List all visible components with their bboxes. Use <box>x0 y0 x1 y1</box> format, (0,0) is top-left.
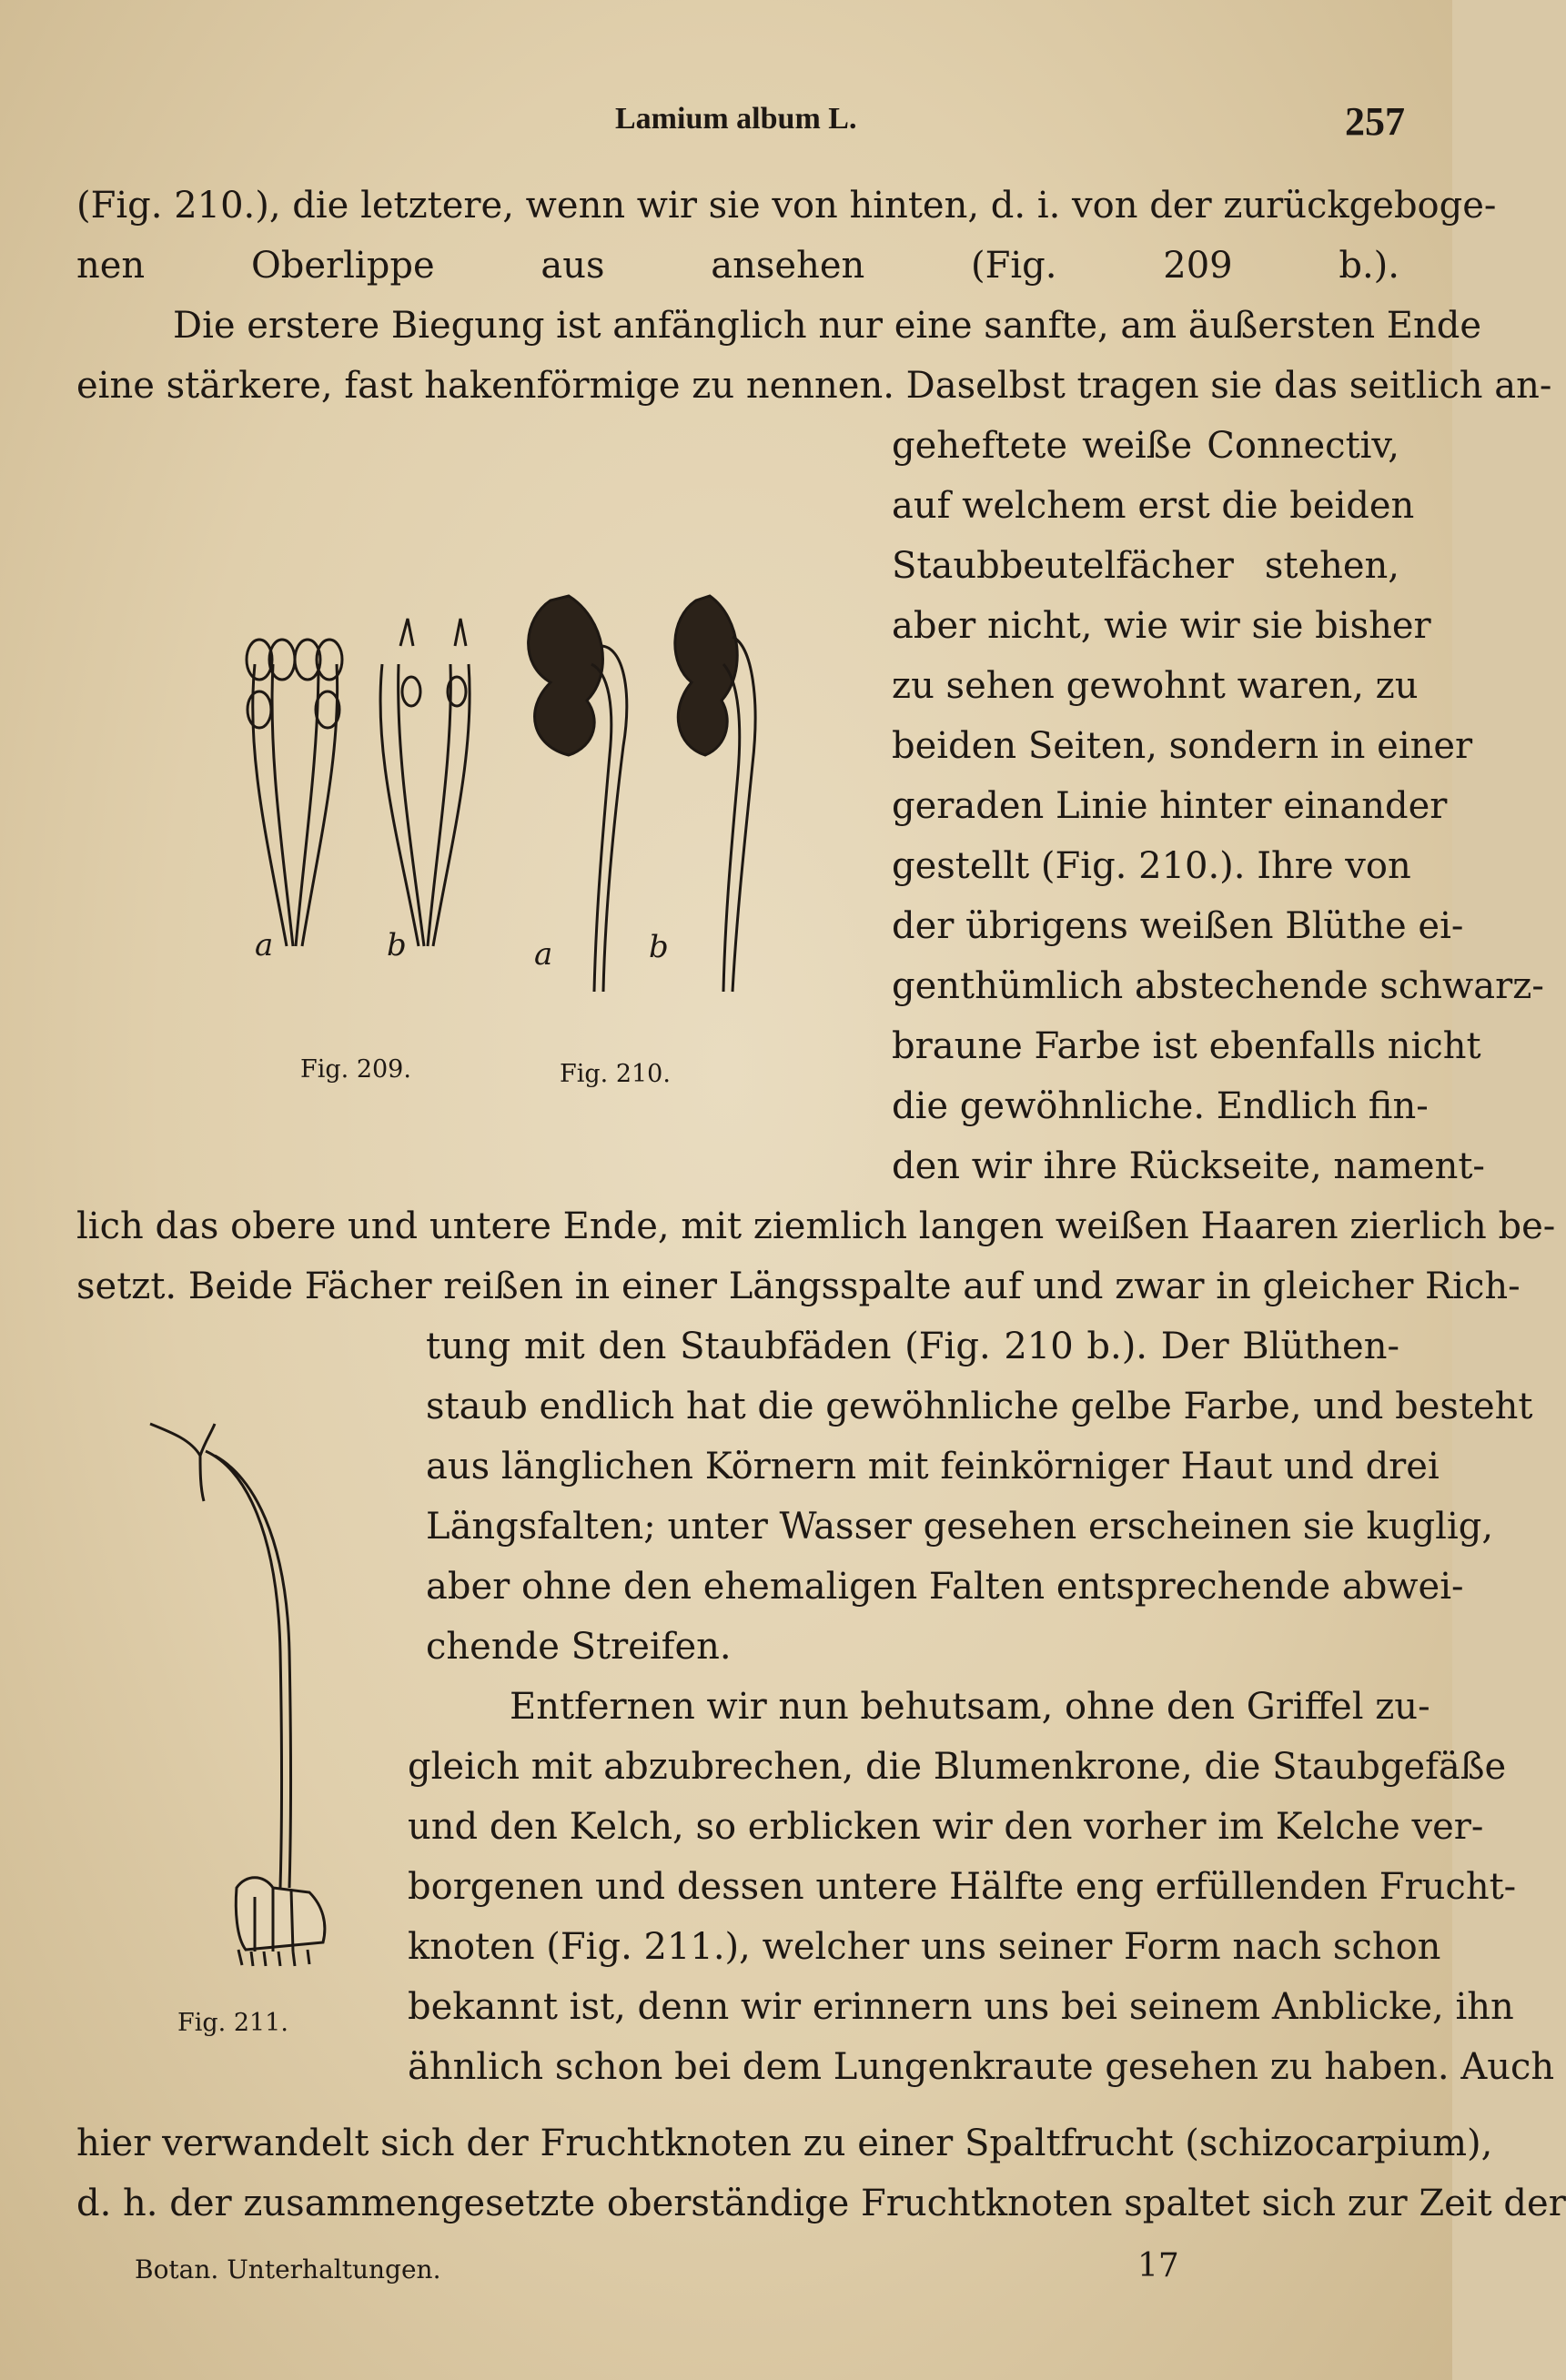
signature-text: Botan. Unterhaltungen. <box>135 2254 441 2284</box>
text-line: geraden Linie hinter einander <box>892 785 1448 827</box>
text-line: aber ohne den ehemaligen Falten entsprechende abwei- <box>426 1566 1464 1608</box>
figure-210-caption: Fig. 210. <box>560 1060 671 1088</box>
text-line: und den Kelch, so erblicken wir den vorher im Kelche ver- <box>408 1806 1484 1848</box>
text-line: zu sehen gewohnt waren, zu <box>892 665 1419 707</box>
text-line: genthümlich abstechende schwarz- <box>892 965 1544 1007</box>
running-title: Lamium album L. <box>615 102 857 136</box>
text-line: staub endlich hat die gewöhnliche gelbe Farbe, und besteht <box>426 1386 1533 1427</box>
stamens-front-view <box>247 640 342 946</box>
page-number: 257 <box>1345 99 1405 144</box>
pistil-with-ovary <box>150 1424 325 1966</box>
anther-opened-view <box>675 596 755 992</box>
figure-209-illustration <box>218 610 519 973</box>
text-line: lich das obere und untere Ende, mit ziemlich langen weißen Haaren zierlich be- <box>76 1205 1556 1247</box>
stamens-back-view <box>380 619 470 946</box>
text-line: gleich mit abzubrechen, die Blumenkrone, die Staubgefäße <box>408 1746 1507 1788</box>
text-line: geheftete weiße Connectiv, <box>892 425 1399 467</box>
text-line: hier verwandelt sich der Fruchtknoten zu einer Spaltfrucht (schizocarpium), <box>76 2123 1493 2164</box>
text-line: Längsfalten; unter Wasser gesehen erscheinen sie kuglig, <box>426 1506 1494 1548</box>
figure-209-caption: Fig. 209. <box>300 1055 411 1084</box>
text-line: ähnlich schon bei dem Lungenkraute gesehen zu haben. Auch <box>408 2046 1555 2088</box>
text-line: Die erstere Biegung ist anfänglich nur eine sanfte, am äußersten Ende <box>173 305 1482 347</box>
text-line: chende Streifen. <box>426 1626 732 1668</box>
text-line: der übrigens weißen Blüthe ei- <box>892 905 1464 947</box>
text-line: nen Oberlippe aus ansehen (Fig. 209 b.). <box>76 245 1399 287</box>
text-line: setzt. Beide Fächer reißen in einer Längsspalte auf und zwar in gleicher Rich- <box>76 1266 1521 1307</box>
figure-210-illustration <box>514 564 769 1019</box>
text-line: knoten (Fig. 211.), welcher uns seiner Form nach schon <box>408 1926 1441 1968</box>
text-line: Entfernen wir nun behutsam, ohne den Griffel zu- <box>510 1686 1430 1728</box>
text-line: Staubbeutelfächer stehen, <box>892 545 1399 587</box>
text-line: gestellt (Fig. 210.). Ihre von <box>892 845 1411 887</box>
text-line: borgenen und dessen untere Hälfte eng erfüllenden Frucht- <box>408 1866 1517 1908</box>
text-line: den wir ihre Rückseite, nament- <box>892 1145 1485 1187</box>
text-line: braune Farbe ist ebenfalls nicht <box>892 1025 1481 1067</box>
text-line: eine stärkere, fast hakenförmige zu nennen. Daselbst tragen sie das seitlich an- <box>76 365 1552 407</box>
text-line: (Fig. 210.), die letztere, wenn wir sie von hinten, d. i. von der zurückgeboge- <box>76 185 1497 227</box>
signature-number: 17 <box>1137 2247 1179 2284</box>
text-line: bekannt ist, denn wir erinnern uns bei seinem Anblicke, ihn <box>408 1986 1514 2028</box>
text-line: d. h. der zusammengesetzte oberständige Fruchtknoten spaltet sich zur Zeit der <box>76 2183 1566 2224</box>
figure-209-label-a: a <box>255 927 274 963</box>
figure-210-label-b: b <box>649 929 669 965</box>
text-line: beiden Seiten, sondern in einer <box>892 725 1473 767</box>
figure-211-caption: Fig. 211. <box>177 2009 288 2037</box>
figure-211-illustration <box>136 1415 355 1979</box>
figure-209-label-b: b <box>387 927 407 963</box>
text-line: aber nicht, wie wir sie bisher <box>892 605 1431 647</box>
text-line: aus länglichen Körnern mit feinkörniger Haut und drei <box>426 1446 1440 1488</box>
anther-side-view <box>529 596 627 992</box>
text-line: auf welchem erst die beiden <box>892 485 1415 527</box>
text-line: tung mit den Staubfäden (Fig. 210 b.). Der Blüthen- <box>426 1326 1399 1367</box>
text-line: die gewöhnliche. Endlich fin- <box>892 1085 1429 1127</box>
figure-210-label-a: a <box>534 936 553 973</box>
